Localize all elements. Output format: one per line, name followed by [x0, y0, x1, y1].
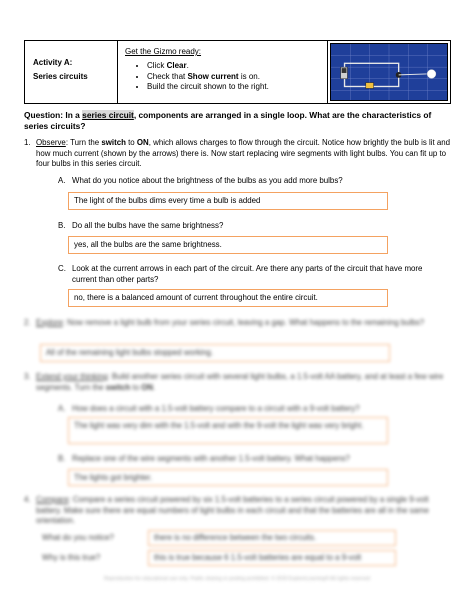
question-4-text	[36, 495, 454, 527]
subquestion-text: What do you notice about the brightness of the bulbs as you add more bulbs?	[72, 176, 343, 185]
step-build-circuit	[147, 82, 327, 93]
on-term: ON	[141, 382, 154, 392]
question-number: 2.	[24, 318, 31, 327]
gizmo-steps-list	[125, 61, 327, 93]
main-question	[24, 110, 454, 132]
explore-label: Explore	[36, 318, 63, 327]
step-show-current	[147, 72, 327, 83]
on-term: ON	[136, 138, 149, 147]
gizmo-ready-heading: Get the Gizmo ready:	[125, 47, 202, 56]
question-number: 4.	[24, 495, 31, 504]
subquestion-letter: B.	[58, 221, 66, 230]
subquestion-text: Replace one of the wire segments with another 1.5-volt battery. What happens?	[72, 454, 350, 463]
answer-box-1a[interactable]	[68, 192, 388, 210]
subquestion-letter: A.	[58, 404, 66, 413]
extend-thinking-label: Extend your thinking	[36, 372, 108, 381]
answer-box-1c[interactable]	[68, 289, 388, 307]
notice-label: What do you notice?	[42, 533, 114, 542]
answer-text: this is true because 6 1.5-volt batteries are equal to a 9-volt	[154, 553, 362, 562]
step-text: .	[186, 61, 189, 70]
circuit-diagram-svg	[331, 44, 447, 100]
answer-text: The light of the bulbs dims every time a bulb is added	[74, 196, 261, 205]
step-text: Build the circuit shown to the right.	[147, 82, 269, 91]
answer-box-1b[interactable]	[68, 236, 388, 254]
activity-name: Series circuits	[33, 72, 88, 81]
observe-label: Observe	[36, 138, 66, 147]
series-circuit-term: series circuit	[82, 110, 134, 120]
step-click-clear	[147, 61, 327, 72]
circuit-image-cell	[328, 41, 450, 103]
question-2-text	[36, 318, 454, 329]
question-1-text	[36, 138, 454, 170]
circuit-diagram-image	[330, 43, 448, 101]
question-suffix: , components are arranged in a single loop. What are the characteristics of series circuits?	[24, 110, 432, 131]
subquestion-letter: C.	[58, 264, 66, 273]
subquestion-text: How does a circuit with a 1.5-volt battery compare to a circuit with a 9-volt battery?	[72, 404, 360, 413]
answer-text: there is no difference between the two circuits.	[154, 533, 317, 542]
compare-label: Compare	[36, 495, 69, 504]
question-3	[24, 372, 454, 396]
switch-term: switch	[101, 138, 126, 147]
q3-text: .	[153, 382, 156, 392]
subquestion-letter: A.	[58, 176, 66, 185]
activity-label: Activity A:	[33, 58, 73, 67]
answer-text: no, there is a balanced amount of current throughout the entire circuit.	[74, 293, 318, 302]
switch-term: switch	[105, 382, 131, 392]
step-text: Click	[147, 61, 167, 70]
step-bold: Show current	[187, 71, 239, 81]
activity-header-table	[24, 40, 451, 104]
step-text: is on.	[238, 71, 260, 81]
q2-text: : Now remove a light bulb from your series circuit, leaving a gap. What happens to the remaining bulbs?	[62, 318, 425, 327]
answer-text: The lights got brighter.	[74, 473, 153, 482]
step-text: Check that	[147, 71, 188, 81]
answer-box-3b[interactable]	[68, 469, 388, 486]
q1-text-part: , which allows charges to flow through the circuit. Notice how brightly the bulb is lit and how much current (shown by the arrows) there is. Now start replacing wire segments with light bulbs. You can fit up to four bulbs in this series circuit.	[36, 138, 451, 168]
q3-text: to	[130, 382, 142, 392]
answer-box-4-why[interactable]	[148, 550, 396, 566]
answer-box-2[interactable]	[40, 344, 390, 362]
page-footer: Reproduction for educational use only. Public sharing or posting prohibited. © 2020 ExploreLearning® All rights reserved	[103, 576, 371, 582]
answer-text: All of the remaining light bulbs stopped working.	[46, 348, 214, 357]
question-number: 1.	[24, 138, 31, 147]
answer-box-4-notice[interactable]	[148, 530, 396, 546]
activity-title-cell	[25, 41, 118, 103]
gizmo-instructions-cell	[118, 41, 328, 103]
q3-text: : Build another series circuit with several light bulbs, a 1.5-volt AA battery, and at least a few wire segments. Turn the	[36, 372, 444, 392]
why-label: Why is this true?	[42, 553, 101, 562]
question-2	[24, 318, 454, 342]
q4-text: : Compare a series circuit powered by six 1.5-volt batteries to a series circuit powered by a single 9-volt battery. Make sure there are equal numbers of light bulbs in each circuit and that the batteries are all in the same orientation.	[36, 495, 429, 525]
question-4	[24, 495, 454, 529]
subquestion-letter: B.	[58, 454, 66, 463]
answer-box-3a[interactable]	[68, 417, 388, 444]
step-bold: Clear	[166, 61, 187, 70]
q1-text-part: : Turn the	[65, 138, 102, 147]
q1-text-part: to	[125, 138, 137, 147]
answer-text: The light was very dim with the 1.5-volt and with the 9-volt the light was very bright.	[74, 421, 364, 430]
answer-text: yes, all the bulbs are the same brightness.	[74, 240, 222, 249]
question-prefix: Question: In a	[24, 110, 83, 120]
question-number: 3.	[24, 372, 31, 381]
subquestion-text: Look at the current arrows in each part of the circuit. Are there any parts of the circuit that have more current than other parts?	[72, 264, 423, 284]
subquestion-text: Do all the bulbs have the same brightness?	[72, 221, 224, 230]
question-3-text	[36, 372, 454, 393]
